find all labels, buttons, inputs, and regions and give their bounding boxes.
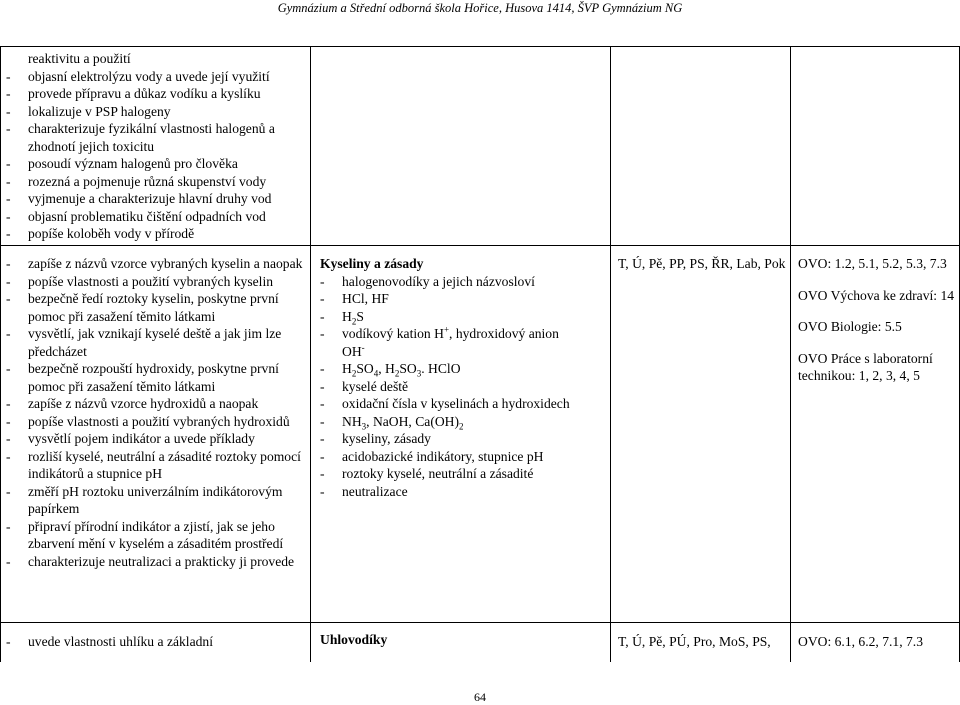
topic-item: - roztoky kyselé, neutrální a zásadité — [320, 466, 534, 481]
outcome-item: - rozliší kyselé, neutrální a zásadité roztoky pomocí indikátorů a stupnice pH — [6, 448, 301, 481]
row-divider-1 — [0, 245, 960, 246]
topic-item: - HCl, HF — [320, 291, 389, 306]
outcome-item: - charakterizuje neutralizaci a prakticky ji provede — [6, 553, 295, 569]
col-divider-1 — [310, 46, 311, 662]
ovo-line: OVO Výchova ke zdraví: 14 — [798, 287, 955, 303]
topic-title: Kyseliny a zásady — [320, 256, 424, 271]
ovo-line: OVO: 1.2, 5.1, 5.2, 5.3, 7.3 — [798, 256, 947, 271]
section2-topics — [320, 255, 605, 500]
outcome-item: - objasní elektrolýzu vody a uvede její využití — [6, 68, 270, 84]
topic-item: - halogenovodíky a jejich názvosloví — [320, 273, 535, 289]
row-divider-2 — [0, 622, 960, 623]
section3-outcomes — [6, 633, 306, 651]
outcome-item: - lokalizuje v PSP halogeny — [6, 103, 171, 119]
topic-item: - $H_2SO_4$, $H_2SO_3$. HClO — [320, 361, 461, 379]
outcome-item: - posoudí význam halogenů pro člověka — [6, 156, 238, 171]
crosscutting-text: T, Ú, Pě, PP, PS, ŘR, Lab, Pok — [618, 256, 786, 271]
topic-item: - kyseliny, zásady — [320, 431, 431, 446]
outcome-lead: reaktivitu a použití — [28, 51, 131, 66]
outcome-item: - rozezná a pojmenuje různá skupenství vody — [6, 173, 267, 189]
outcome-item: - změří pH roztoku univerzálním indikátorovým papírkem — [6, 483, 283, 516]
topic-item: - neutralizace — [320, 483, 408, 499]
outcome-item: - charakterizuje fyzikální vlastnosti halogenů a zhodnotí jejich toxicitu — [6, 121, 275, 154]
section2-crosscutting — [618, 255, 786, 273]
outcome-item: - popíše vlastnosti a použití vybraných hydroxidů — [6, 413, 290, 429]
topic-item: - vodíkový kation H+, hydroxidový anion OH- — [320, 324, 559, 359]
outcome-item: - bezpečně ředí roztoky kyselin, poskytne první pomoc při zasažení těmito látkami — [6, 291, 279, 324]
outcome-item: - připraví přírodní indikátor a zjistí, jak se jeho zbarvení mění v kyselém a zásaditém prostředí — [6, 518, 284, 551]
section3-crosscutting: T, Ú, Pě, PÚ, Pro, MoS, PS, — [618, 634, 771, 649]
section3-ovo: OVO: 6.1, 6.2, 7.1, 7.3 — [798, 634, 923, 649]
outcome-item: - popíše vlastnosti a použití vybraných kyselin — [6, 273, 274, 289]
topic-item: - $H_2S$ — [320, 308, 364, 327]
topic-item: - $NH_3$, NaOH, $Ca(OH)_2$ — [320, 413, 464, 432]
topic-item: - acidobazické indikátory, stupnice pH — [320, 448, 544, 464]
table-top-border — [0, 46, 960, 47]
outcome-item: - objasní problematiku čištění odpadních vod — [6, 208, 266, 224]
col-divider-2 — [610, 46, 611, 662]
page-header: Gymnázium a Střední odborná škola Hořice, Husova 1414, ŠVP Gymnázium NG — [277, 1, 683, 15]
topic-item: - oxidační čísla v kyselinách a hydroxidech — [320, 396, 570, 411]
outcome-item: - zapíše z názvů vzorce hydroxidů a naopak — [6, 396, 259, 411]
left-border — [0, 46, 1, 662]
ovo-line: OVO Biologie: 5.5 — [798, 319, 902, 334]
outcome-item: - vysvětlí pojem indikátor a uvede příklady — [6, 431, 255, 446]
col-divider-3 — [790, 46, 791, 662]
outcome-item: - bezpečně rozpouští hydroxidy, poskytne první pomoc při zasažení těmito látkami — [6, 361, 279, 394]
outcome-item: - uvede vlastnosti uhlíku a základní — [6, 634, 213, 649]
section2-outcomes — [6, 255, 306, 570]
outcome-item: - zapíše z názvů vzorce vybraných kyselin a naopak — [6, 256, 303, 271]
section3-topic-title: Uhlovodíky — [320, 632, 388, 647]
outcome-item: - vysvětlí, jak vznikají kyselé deště a jak jim lze předcházet — [6, 326, 282, 359]
section1-outcomes — [6, 50, 306, 243]
outcome-item: - vyjmenuje a charakterizuje hlavní druhy vod — [6, 191, 272, 206]
topic-item: - kyselé deště — [320, 378, 409, 394]
outcome-item: - popíše koloběh vody v přírodě — [6, 226, 195, 241]
section2-ovo — [798, 255, 956, 385]
outcome-item: - provede přípravu a důkaz vodíku a kyslíku — [6, 86, 261, 101]
ovo-line: OVO Práce s laboratorní technikou: 1, 2, 3, 4, 5 — [798, 350, 933, 383]
page-number: 64 — [474, 690, 486, 704]
